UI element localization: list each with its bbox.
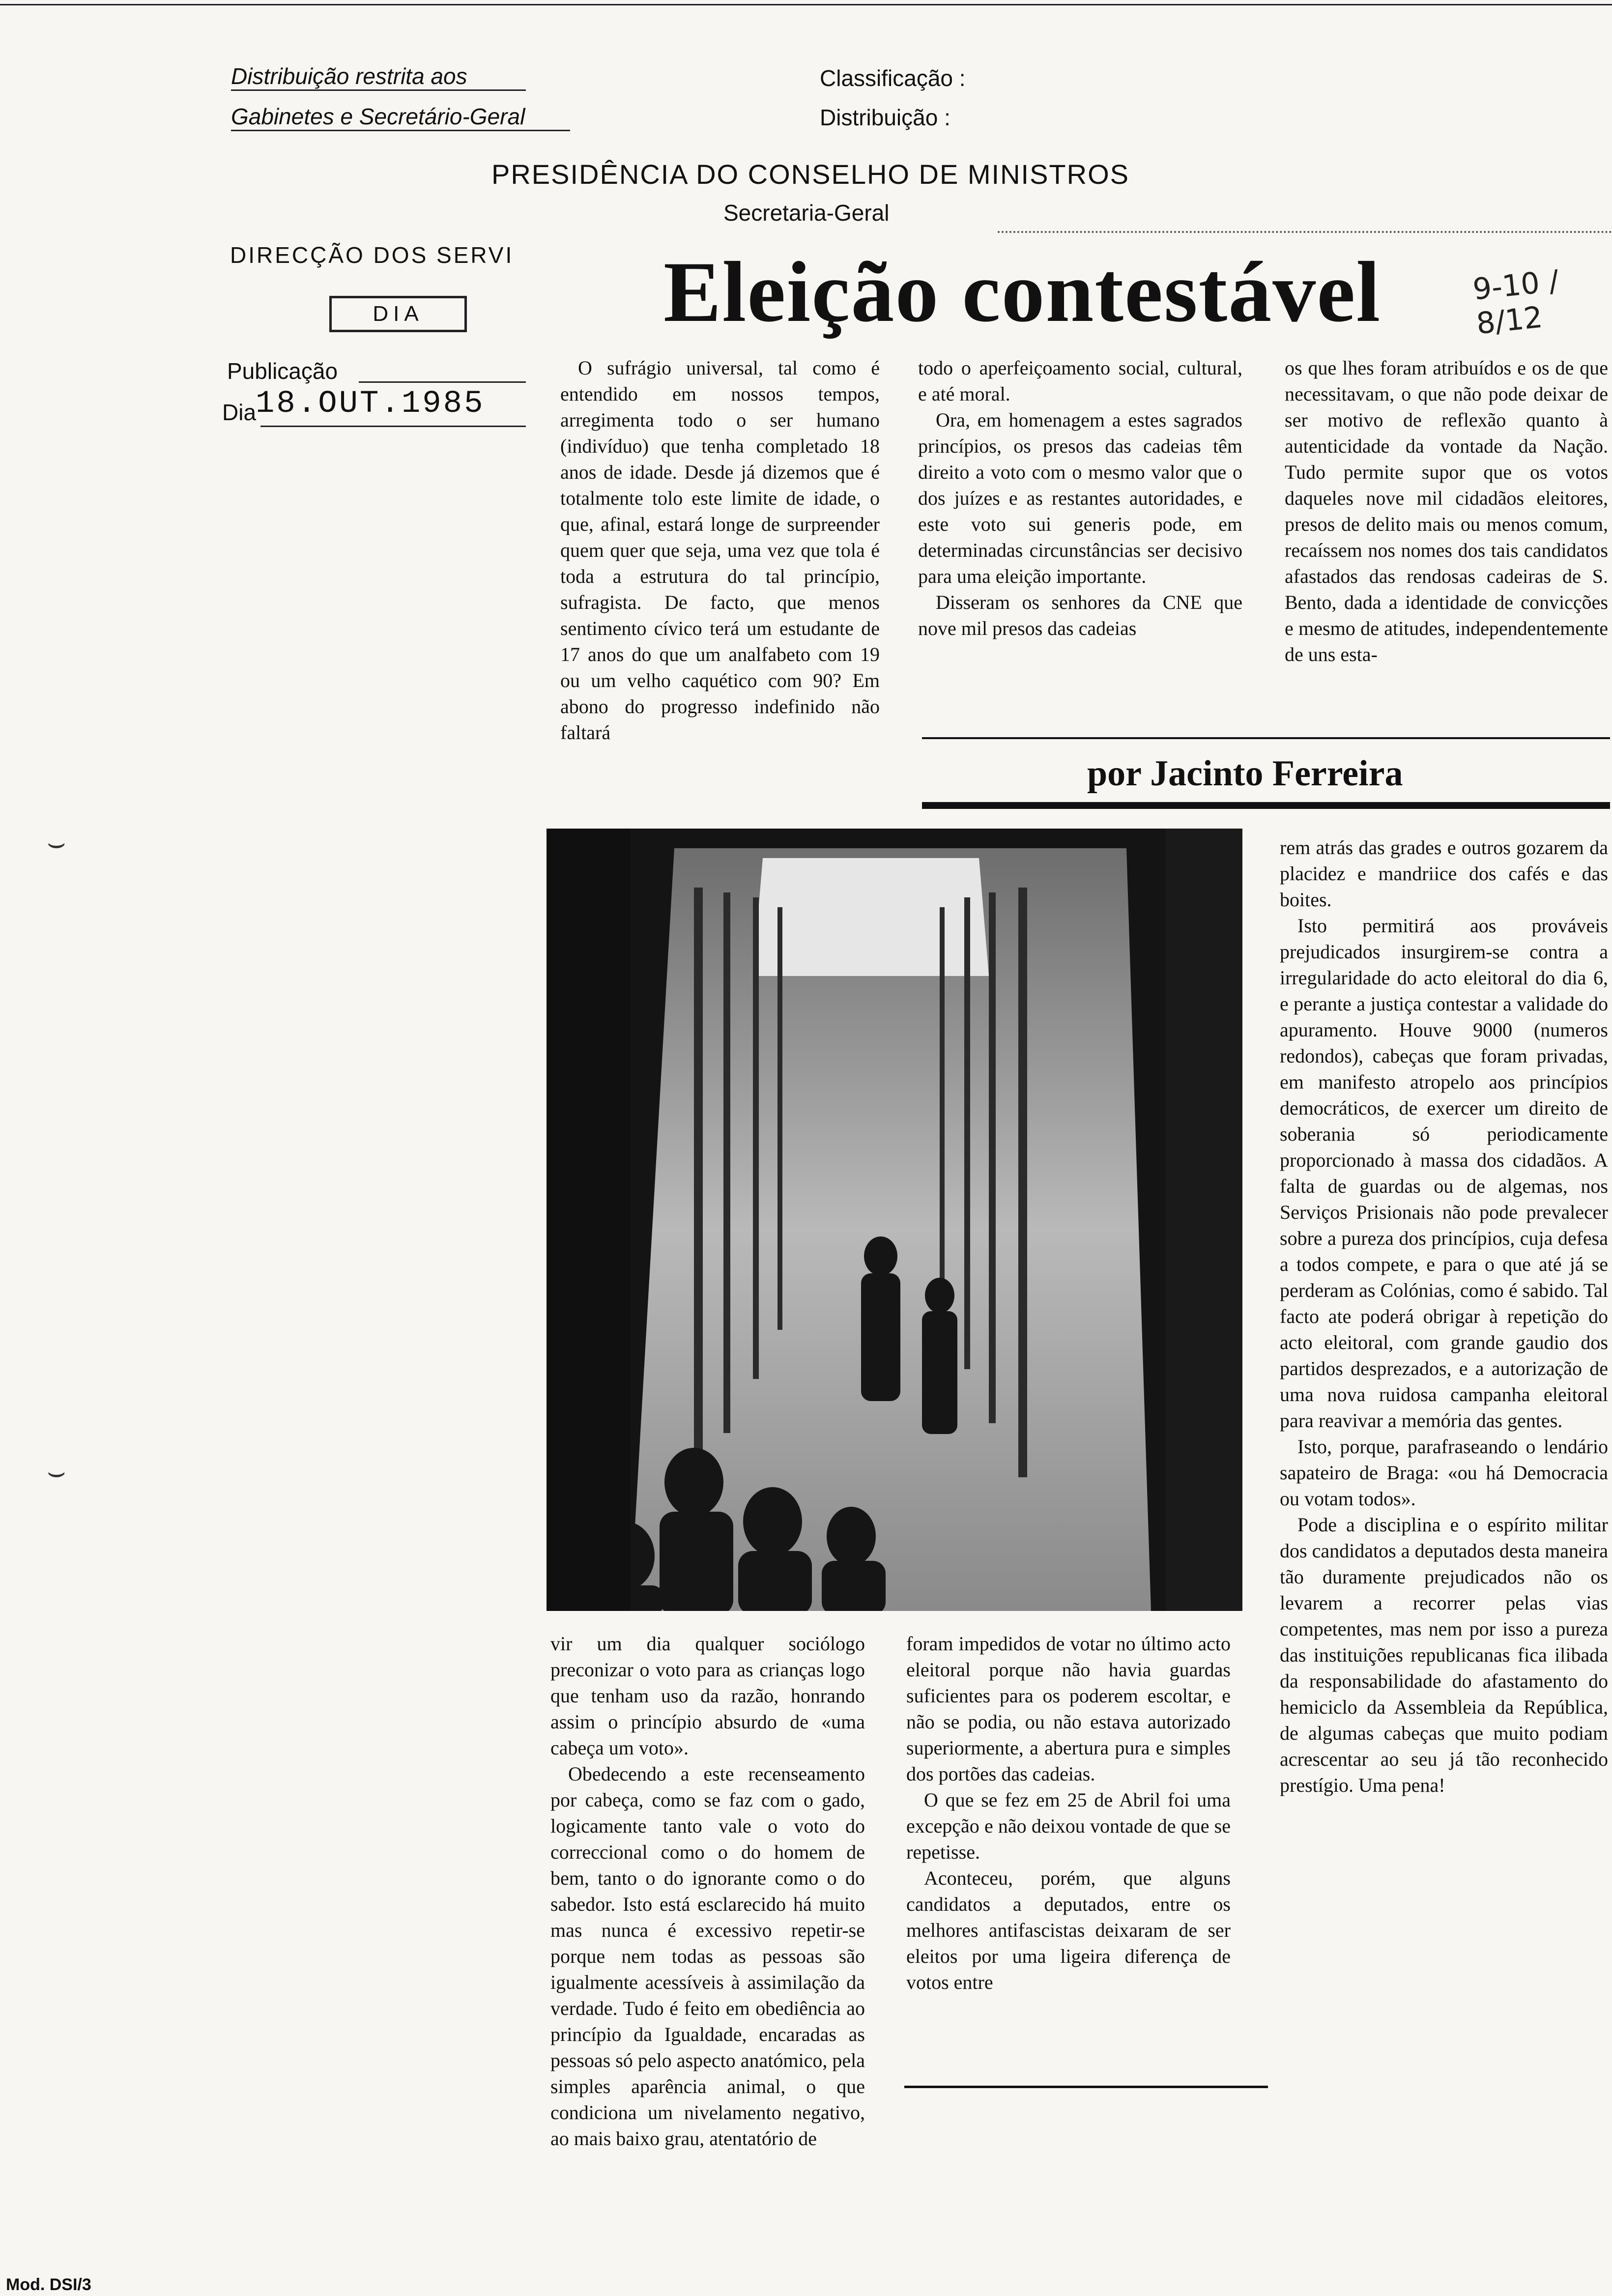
margin-check-mark: ⌣ [47,826,66,860]
paragraph: O sufrágio universal, tal como é entendido em nossos tempos, arregimenta todo o ser humano (indivíduo) que tenha completado 18 anos de idade. Desde já dizemos que é totalmente tolo este limite de idade, o que, afinal, estará longe de surpreender quem quer que seja, uma vez que tola é toda a estrutura do tal princípio, sufragista. De facto, que menos sentimento cívico terá um estudante de 17 anos do que um analfabeto com 19 ou um velho caquético com 90? Em abono do progresso indefinido não faltará [560,357,880,744]
restriction-line-2: Gabinetes e Secretário-Geral [231,103,570,131]
article-photo [547,829,1242,1611]
handwritten-note: 9-10 / 8/12 [1471,263,1561,342]
paragraph: todo o aperfeiçoamento social, cultural, e até moral. [918,357,1242,405]
paragraph: vir um dia qualquer sociólogo preconizar o voto para as crianças logo que tenham uso da razão, honrando assim o princípio absurdo de «uma cabeça um voto». [550,1633,865,1759]
dia-stamp: DIA [329,296,467,332]
byline-top-rule [922,737,1610,739]
article-column-4 [1280,834,1608,1798]
paragraph: rem atrás das grades e outros gozarem da placidez e mandriice dos cafés e das boites. [1280,836,1608,911]
paragraph: foram impedidos de votar no último acto eleitoral porque não havia guardas suficientes para os poderem escoltar, e não se podia, ou não estava autorizado superiormente, a abertura pura e simples dos portões das cadeias. [906,1633,1231,1785]
article-column-5 [550,1631,865,2152]
department-heading: Secretaria-Geral [723,200,890,226]
margin-check-mark: ⌣ [47,1455,66,1489]
classificacao-label: Classificação : [820,65,966,91]
restriction-line-1: Distribuição restrita aos [231,63,526,91]
paragraph: Disseram os senhores da CNE que nove mil presos das cadeias [918,591,1242,639]
paragraph: Ora, em homenagem a estes sagrados princípios, os presos das cadeias têm direito a voto com o mesmo valor que o dos juízes e as restantes autoridades, e este voto sui generis pode, em determinadas circunstâncias ser decisivo para uma eleição importante. [918,409,1242,587]
publicacao-underline [359,381,526,383]
corridor-photo-illustration [547,829,1242,1611]
paragraph: os que lhes foram atribuídos e os de que necessitavam, o que não pode deixar de ser motivo de reflexão quanto à autenticidade da vontade da Nação. Tudo permite supor que os votos daqueles nove mil cidadãos eleitores, presos de delito mais ou menos comum, recaíssem nos nomes dos tais candidatos afastados das rendosas cadeiras de S. Bento, dada a identidade de convicções e mesmo de atitudes, independentemente de uns esta- [1285,357,1608,665]
article-column-6 [906,1631,1231,1995]
date-underline [260,426,526,427]
dia-label: Dia [222,400,257,425]
byline-bottom-rule [922,802,1610,809]
publication-date: 18.OUT.1985 [256,386,485,422]
paragraph: Aconteceu, porém, que alguns candidatos a deputados, entre os melhores antifascistas deixaram de ser eleitos por uma ligeira diferença de votos entre [906,1867,1231,1993]
direccao-label: DIRECÇÃO DOS SERVI [230,242,514,268]
bottom-column-rule [904,2086,1268,2088]
byline: por Jacinto Ferreira [1087,753,1403,794]
article-column-2 [918,355,1242,641]
institution-heading: PRESIDÊNCIA DO CONSELHO DE MINISTROS [491,159,1129,190]
paragraph: Isto permitirá aos prováveis prejudicados insurgirem-se contra a irregularidade do acto eleitoral do dia 6, e perante a justiça contestar a validade do apuramento. Houve 9000 (numeros redondos), cabeças que foram privadas, em manifesto atropelo aos princípios democráticos, de exercer um direito de soberania só periodicamente proporcionado à massa dos cidadãos. A falta de guardas ou de algemas, nos Serviços Prisionais não pode prevalecer sobre a pureza dos princípios, cuja defesa a todos compete, e para o que até já se perderam as Colónias, como é sabido. Tal facto ate poderá obrigar à repetição do acto eleitoral, com grande gaudio dos partidos desprezados, e a autorização de uma nova ruidosa campanha eleitoral para reavivar a memória das gentes. [1280,915,1608,1432]
paragraph: Isto, porque, parafraseando o lendário sapateiro de Braga: «ou há Democracia ou votam todos». [1280,1435,1608,1510]
paragraph: Obedecendo a este recenseamento por cabeça, como se faz com o gado, logicamente tanto vale o voto do correccional como o do homem de bem, tanto o do ignorante como o do sabedor. Isto está esclarecido há muito mas nunca é excessivo repetir-se porque nem todas as pessoas são igualmente acessíveis à assimilação da verdade. Tudo é feito em obediência ao princípio da Igualdade, encaradas as pessoas só pelo aspecto anatómico, pela simples aparência animal, o que condiciona um nivelamento negativo, ao mais baixo grau, atentatório de [550,1763,865,2150]
dotted-separator [998,231,1612,233]
article-column-1 [560,355,880,746]
paragraph: O que se fez em 25 de Abril foi uma excepção e não deixou vontade de que se repetisse. [906,1789,1231,1863]
form-code: Mod. DSI/3 [6,2275,91,2294]
distribuicao-label: Distribuição : [820,105,950,130]
publicacao-label: Publicação [227,358,338,384]
paragraph: Pode a disciplina e o espírito militar dos candidatos a deputados desta maneira tão duramente prejudicados não os levarem a recorrer pelas vias competentes, mas nem por isso a pureza das instituições republicanas fica ilibada da responsabilidade do afastamento do hemiciclo da Assembleia da República, de algumas cabeças que muito podiam acrescentar ao seu já tão reconhecido prestígio. Uma pena! [1280,1514,1608,1796]
top-border [0,4,1612,5]
article-column-3 [1285,355,1608,667]
article-title: Eleição contestável [663,244,1382,340]
